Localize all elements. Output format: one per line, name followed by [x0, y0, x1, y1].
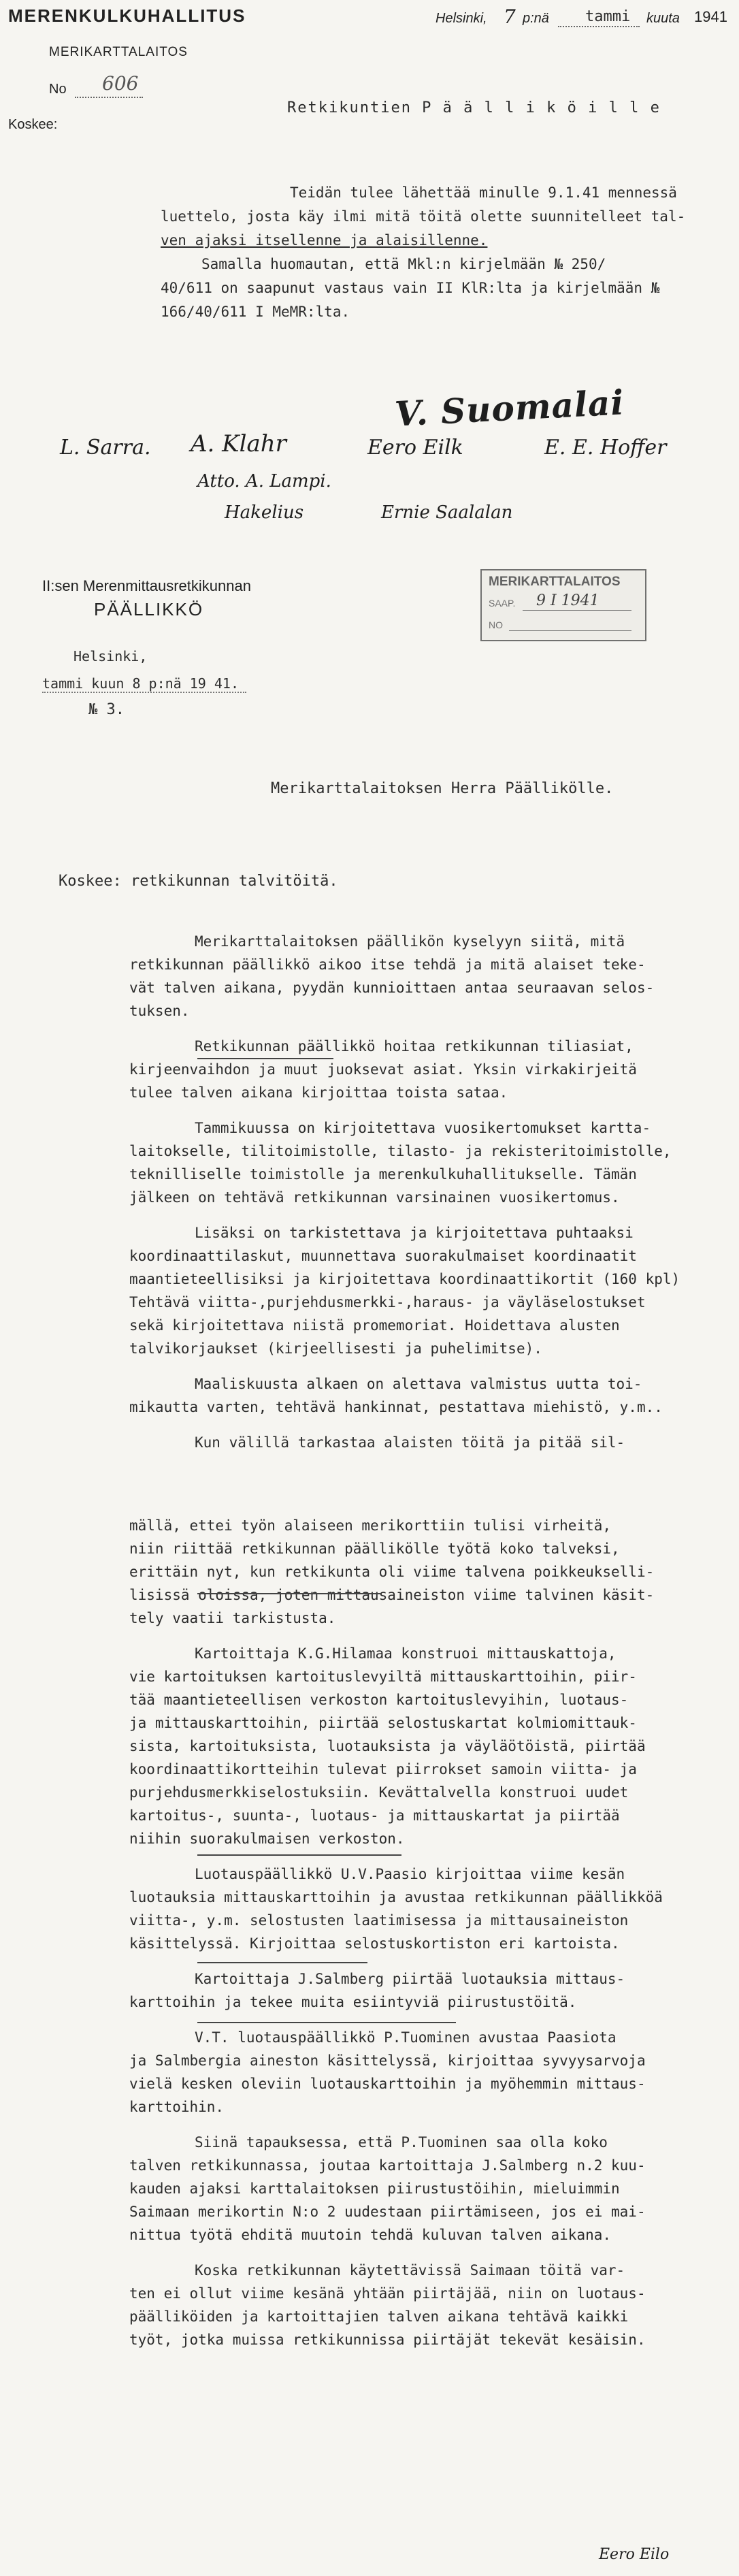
letterhead-koskee-label: Koskee: — [8, 117, 58, 132]
body-line: Tammikuussa on kirjoitettava vuosikertomukset kartta- — [195, 1120, 651, 1136]
body-line: karttoihin. — [129, 2099, 225, 2115]
body-line: Retkikunnan päällikkö hoitaa retkikunnan tiliasiat, — [195, 1038, 634, 1054]
body-line: mällä, ettei työn alaiseen merikorttiin tulisi virheitä, — [129, 1517, 612, 1534]
letter2-body — [129, 930, 728, 2351]
body-line: kirjeenvaihdon ja muut juoksevat asiat. Yksin virkakirjeitä — [129, 1061, 637, 1078]
letter2-addressee: Merikarttalaitoksen Herra Päällikölle. — [271, 780, 614, 797]
body-line: jälkeen on tehtävä retkikunnan varsinainen vuosikertomus. — [129, 1189, 620, 1206]
body-line: Tehtävä viitta-,purjehdusmerkki-,haraus- ja väyläselostukset — [129, 1294, 646, 1310]
body-line: koordinaattikortteihin tulevat piirrokset samoin viitta- ja — [129, 1761, 637, 1777]
body-line: Luotauspäällikkö U.V.Paasio kirjoittaa viime kesän — [195, 1866, 625, 1882]
body-line: kauden ajaksi karttalaitoksen piirustustöihin, mieluimmin — [129, 2180, 620, 2197]
body-line: luotauksia mittauskarttoihin ja avustaa retkikunnan päällikköä — [129, 1889, 663, 1905]
underline-paasio — [197, 1854, 401, 1856]
letterhead-org: MERENKULKUHALLITUS — [8, 5, 246, 26]
letter1-line: Teidän tulee lähettää minulle 9.1.41 mennessä — [290, 184, 677, 201]
letterhead-no-value: 606 — [102, 72, 139, 95]
body-line: lisissä oloissa, joten mittausaineiston viime talvinen käsit- — [129, 1587, 655, 1603]
body-line: Siinä tapauksessa, että P.Tuominen saa olla koko — [195, 2134, 608, 2151]
letter2-subject: Koskee: retkikunnan talvitöitä. — [59, 873, 338, 890]
letter1-signature: V. Suomalai — [393, 382, 625, 434]
handwritten-name: E. E. Hoffer — [544, 436, 667, 460]
body-line: maantieteellisiksi ja kirjoitettava koordinaattikortit (160 kpl) — [129, 1271, 680, 1287]
stamp-org-line1: II:sen Merenmittausretkikunnan — [42, 577, 251, 594]
received-stamp-saap-line — [523, 610, 631, 611]
received-stamp — [480, 569, 646, 641]
letterhead-no-line — [75, 97, 143, 98]
body-line: retkikunnan päällikkö aikoo itse tehdä ja mitä alaiset teke- — [129, 956, 646, 973]
body-line: Kartoittaja K.G.Hilamaa konstruoi mittauskattoja, — [195, 1645, 617, 1662]
body-line: karttoihin ja tekee muita esiintyviä piirustustöitä. — [129, 1994, 577, 2010]
closing-signature: Eero Eilo — [599, 2546, 670, 2563]
body-line: tely vaatii tarkistusta. — [129, 1610, 336, 1626]
letterhead-month: tammi — [585, 8, 631, 25]
handwritten-name: L. Sarra. — [60, 436, 151, 460]
body-line: viitta-, y.m. selostusten laatimisessa ja mittausaineiston — [129, 1912, 629, 1929]
body-line: teknilliselle toimistolle ja merenkulkuhallitukselle. Tämän — [129, 1166, 637, 1182]
letter1-line: ven ajaksi itsellenne ja alaisillenne. — [161, 232, 488, 248]
letter1-line: 40/611 on saapunut vastaus vain II KlR:lta ja kirjelmään № — [161, 280, 660, 296]
body-line: niihin suorakulmaisen verkoston. — [129, 1831, 405, 1847]
body-line: sekä kirjoitettava niistä promemoriat. Hoidettava alusten — [129, 1317, 620, 1334]
handwritten-name: Atto. A. Lampi. — [197, 471, 331, 492]
body-line: nittua työtä ehditä muutoin tehdä kuluvan talven aikana. — [129, 2227, 612, 2243]
letterhead-day-label: p:nä — [523, 11, 549, 26]
body-line: Maaliskuusta alkaen on alettava valmistus uutta toi- — [195, 1376, 642, 1392]
letterhead-dept: MERIKARTTALAITOS — [49, 45, 188, 59]
body-line: V.T. luotauspäällikkö P.Tuominen avustaa Paasiota — [195, 2029, 617, 2046]
body-line: ja Salmbergia aineston käsittelyssä, kirjoittaa syvyysarvoja — [129, 2052, 646, 2069]
handwritten-name: Eero Eilk — [367, 436, 463, 460]
body-line: ten ei ollut viime kesänä yhtään piirtäjää, niin on luotaus- — [129, 2285, 646, 2302]
body-line: Kartoittaja J.Salmberg piirtää luotauksia mittaus- — [195, 1971, 625, 1987]
body-line: vielä kesken oleviin luotauskarttoihin ja myöhemmin mittaus- — [129, 2076, 646, 2092]
body-line: Merikarttalaitoksen päällikön kyselyyn siitä, mitä — [195, 933, 625, 950]
stamp-org-number: № 3. — [88, 701, 125, 718]
body-line: vät talven aikana, pyydän kunnioittaen antaa seuraavan selos- — [129, 980, 655, 996]
received-stamp-no-line — [509, 630, 631, 631]
received-stamp-title: MERIKARTTALAITOS — [489, 575, 621, 589]
body-line: Koska retkikunnan käytettävissä Saimaan töitä var- — [195, 2262, 625, 2279]
stamp-org-city: Helsinki, — [73, 648, 148, 664]
letter1-body — [161, 181, 685, 324]
letter1-line: Samalla huomautan, että Mkl:n kirjelmään № 250/ — [201, 256, 606, 272]
stamp-org-date: tammi kuun 8 p:nä 19 41. — [42, 675, 239, 692]
body-line: niin riittää retkikunnan päällikölle työtä koko talveksi, — [129, 1541, 620, 1557]
letterhead-month-label: kuuta — [646, 11, 680, 26]
stamp-org-line2: PÄÄLLIKKÖ — [94, 599, 204, 619]
body-line: erittäin nyt, kun retkikunta oli viime talvena poikkeukselli- — [129, 1564, 655, 1580]
body-line: talvikorjaukset (kirjeellisesti ja puhelimitse). — [129, 1340, 542, 1357]
body-line: ja mittauskarttoihin, piirtää selostuskartat kolmiomittauk- — [129, 1715, 637, 1731]
underline-salmberg — [197, 1962, 367, 1963]
stamp-org-date-line — [42, 692, 246, 693]
body-line: koordinaattilaskut, muunnettava suorakulmaiset koordinaatit — [129, 1248, 637, 1264]
date-dotted-line — [558, 26, 640, 27]
body-line: purjehdusmerkkiselostuksiin. Kevättalvella konstruoi uudet — [129, 1784, 629, 1801]
received-stamp-saap-value: 9 I 1941 — [536, 592, 600, 609]
underline-retkikunnan-paallikko — [197, 1058, 333, 1059]
body-line: Lisäksi on tarkistettava ja kirjoitettava puhtaaksi — [195, 1225, 634, 1241]
body-line: tulee talven aikana kirjoittaa toista sataa. — [129, 1084, 508, 1101]
body-line: kartoitus-, suunta-, luotaus- ja mittauskartat ja piirtää — [129, 1807, 620, 1824]
letter1-line: luettelo, josta käy ilmi mitä töitä olette suunnitelleet tal- — [161, 208, 686, 225]
body-line: työt, jotka muissa retkikunnissa piirtäjät tekevät kesäisin. — [129, 2332, 646, 2348]
received-stamp-saap-label: SAAP. — [489, 598, 516, 609]
body-line: tää maantieteellisen verkoston kartoituslevyihin, luotaus- — [129, 1692, 629, 1708]
letterhead-city: Helsinki, — [436, 11, 487, 26]
body-line: Saimaan merikortin N:o 2 uudestaan piirtämiseen, jos ei mai- — [129, 2204, 646, 2220]
body-line: mikautta varten, tehtävä hankinnat, pestattava miehistö, y.m.. — [129, 1399, 663, 1415]
body-line: päälliköiden ja kartoittajien talven aikana tehtävä kaikki — [129, 2308, 629, 2325]
handwritten-name: Ernie Saalalan — [381, 502, 513, 523]
handwritten-name: Hakelius — [225, 502, 304, 523]
underline-hilamaa — [197, 1593, 381, 1594]
body-line: käsittelyssä. Kirjoittaa selostuskortiston eri kartoista. — [129, 1935, 620, 1952]
body-line: tuksen. — [129, 1003, 190, 1019]
underline-tuominen — [197, 2022, 456, 2023]
letter1-addressee: Retkikuntien P ä ä l l i k ö i l l e — [287, 99, 661, 116]
letterhead-no-label: No — [49, 82, 67, 97]
handwritten-name: A. Klahr — [191, 430, 286, 457]
body-line: sista, kartoituksista, luotauksista ja väyläötöistä, piirtää — [129, 1738, 646, 1754]
letter1-line: 166/40/611 I MeMR:lta. — [161, 304, 350, 320]
letterhead-day: 7 — [504, 5, 516, 28]
body-line: Kun välillä tarkastaa alaisten töitä ja pitää sil- — [195, 1434, 625, 1451]
body-line: laitokselle, tilitoimistolle, tilasto- ja rekisteritoimistolle, — [129, 1143, 672, 1159]
letterhead-year: 1941 — [694, 8, 727, 25]
body-line: talven retkikunnassa, joutaa kartoittaja J.Salmberg n.2 kuu- — [129, 2157, 646, 2174]
body-line: vie kartoituksen kartoituslevyiltä mittauskarttoihin, piir- — [129, 1669, 637, 1685]
received-stamp-no-label: NO — [489, 619, 503, 630]
